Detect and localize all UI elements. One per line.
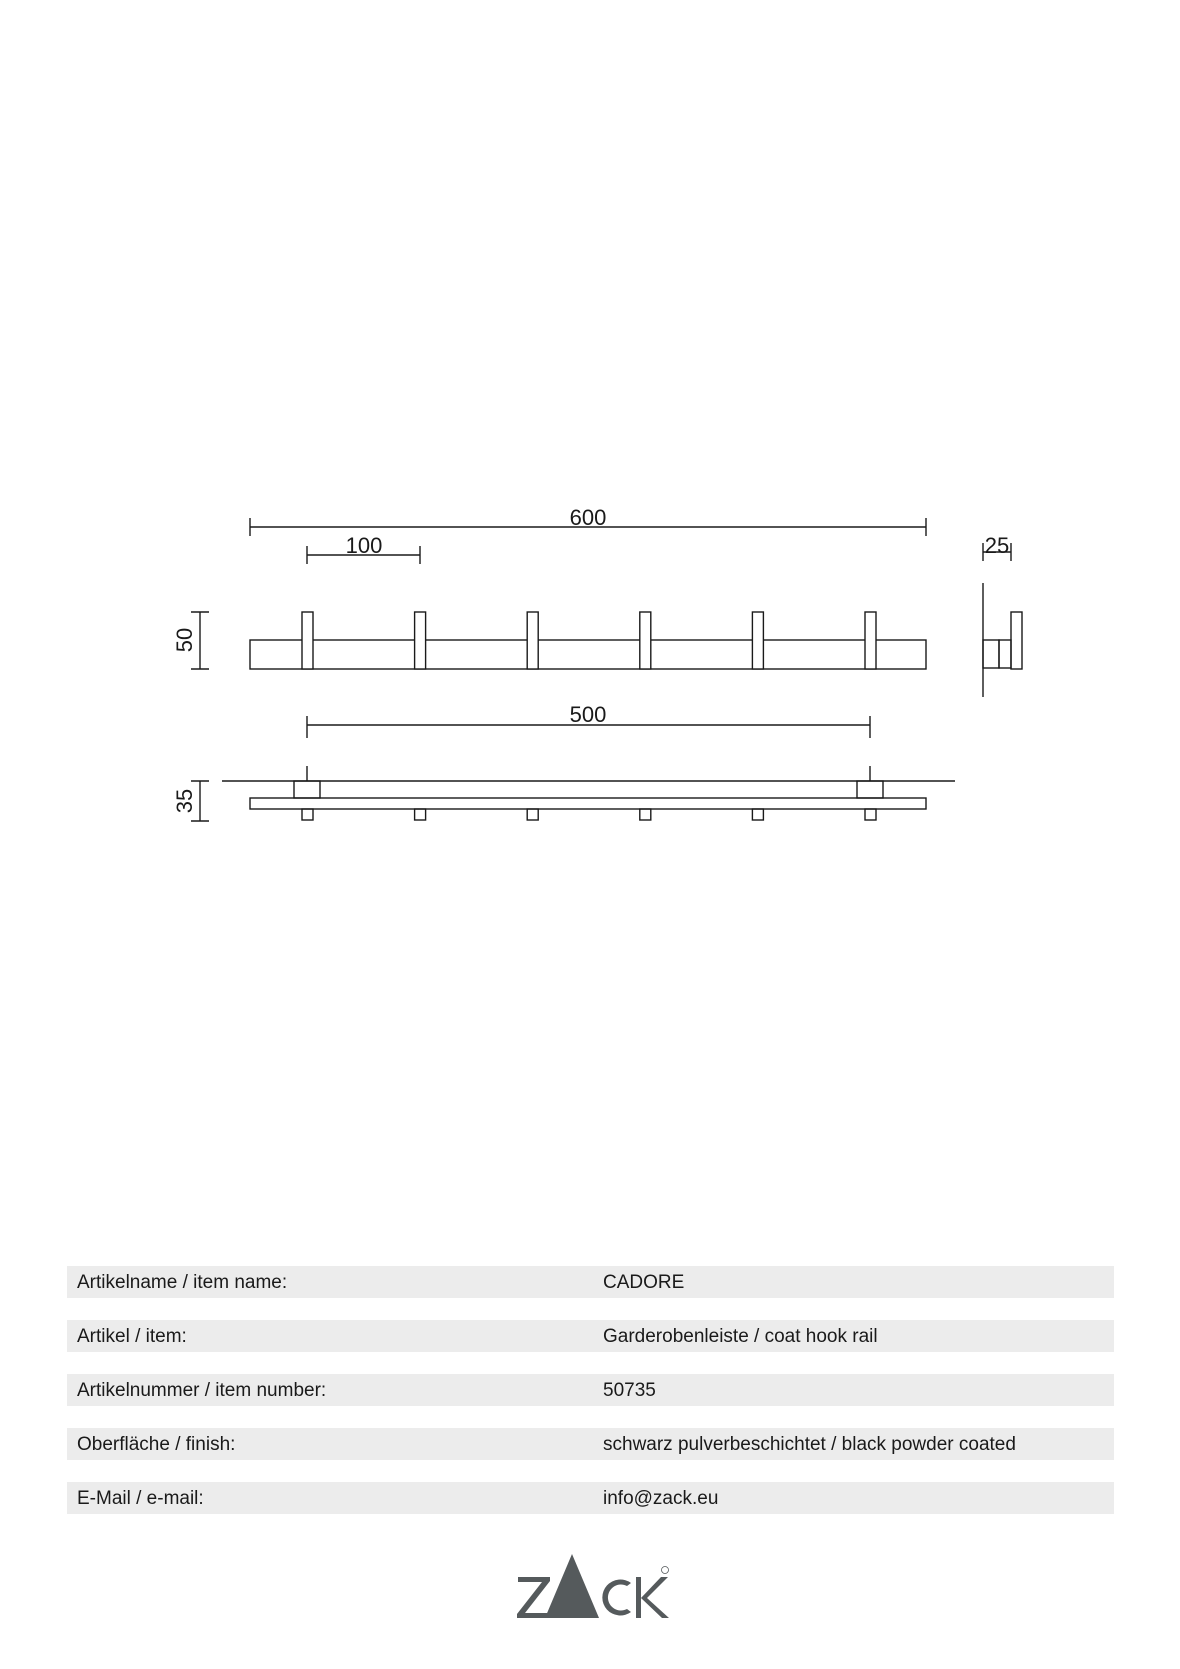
spec-value: schwarz pulverbeschichtet / black powder coated bbox=[603, 1434, 1016, 1455]
spec-row-item-name bbox=[67, 1266, 1114, 1298]
dim-50-label: 50 bbox=[172, 627, 197, 653]
front-hook bbox=[527, 612, 538, 669]
top-hook bbox=[527, 809, 538, 820]
top-hook bbox=[752, 809, 763, 820]
front-hook bbox=[865, 612, 876, 669]
front-hook bbox=[415, 612, 426, 669]
dim-35-label: 35 bbox=[172, 788, 197, 814]
top-hook bbox=[415, 809, 426, 820]
spec-row-item-number bbox=[67, 1374, 1114, 1406]
top-hook bbox=[302, 809, 313, 820]
front-hook bbox=[752, 612, 763, 669]
spec-value: info@zack.eu bbox=[603, 1488, 719, 1509]
spec-row-finish bbox=[67, 1428, 1114, 1460]
spec-label: Artikel / item: bbox=[77, 1326, 187, 1347]
spec-label: Artikelnummer / item number: bbox=[77, 1380, 327, 1401]
spec-table bbox=[67, 1266, 1114, 1536]
zack-logo bbox=[515, 1552, 675, 1622]
dim-500-label: 500 bbox=[569, 702, 607, 727]
top-hook bbox=[865, 809, 876, 820]
spec-label: Oberfläche / finish: bbox=[77, 1434, 236, 1455]
dim-600-label: 600 bbox=[569, 505, 607, 530]
spec-label: Artikelname / item name: bbox=[77, 1272, 288, 1293]
dim-25-label: 25 bbox=[984, 533, 1010, 558]
spec-value: Garderobenleiste / coat hook rail bbox=[603, 1326, 878, 1347]
spec-row-item bbox=[67, 1320, 1114, 1352]
dim-100-label: 100 bbox=[345, 533, 383, 558]
spec-value: 50735 bbox=[603, 1380, 656, 1401]
spec-row-email bbox=[67, 1482, 1114, 1514]
spec-value: CADORE bbox=[603, 1272, 685, 1293]
front-hook bbox=[302, 612, 313, 669]
top-hook bbox=[640, 809, 651, 820]
spec-label: E-Mail / e-mail: bbox=[77, 1488, 204, 1509]
front-hook bbox=[640, 612, 651, 669]
